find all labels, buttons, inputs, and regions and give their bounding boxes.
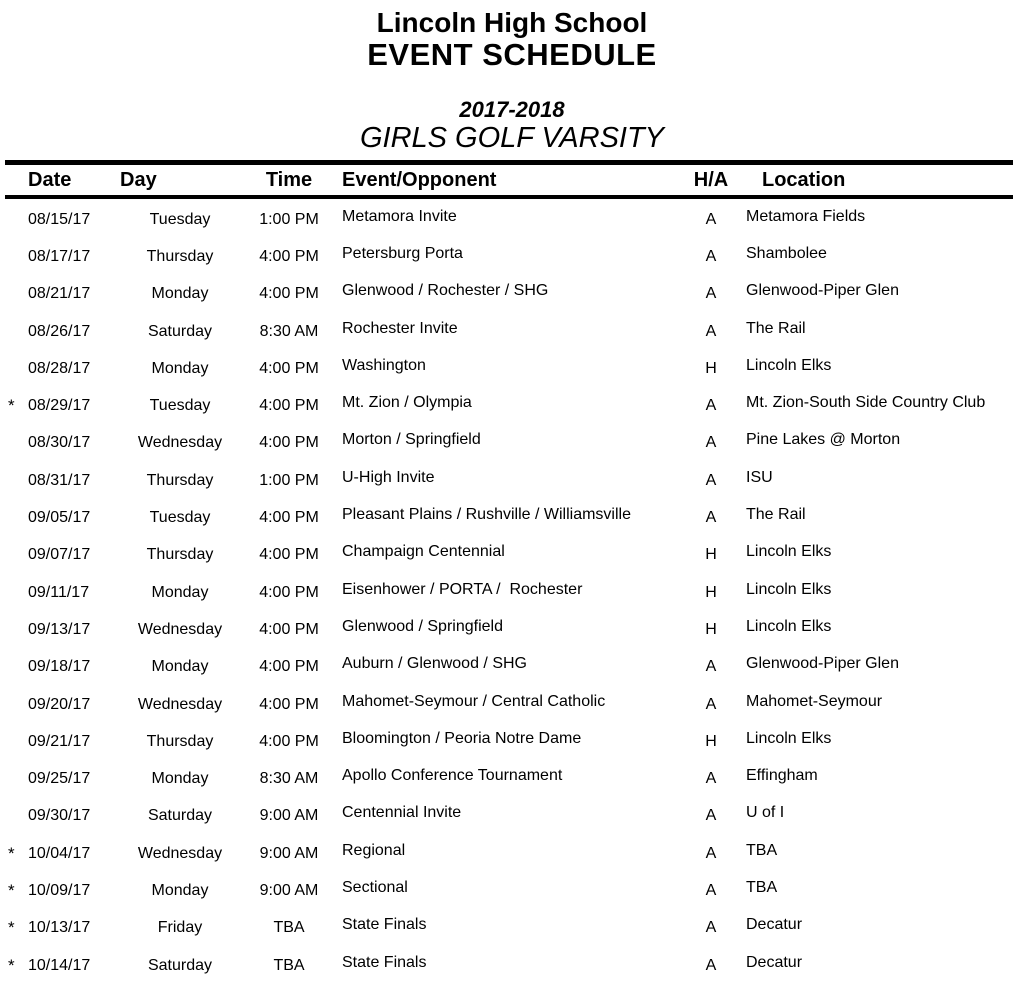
home-away-cell: A bbox=[705, 844, 717, 862]
column-header-event-opponent: Event/Opponent bbox=[342, 168, 497, 191]
day-cell: Thursday bbox=[146, 247, 214, 265]
location-cell: TBA bbox=[746, 841, 778, 859]
table-row bbox=[0, 274, 1024, 311]
date-cell: 08/17/17 bbox=[28, 247, 91, 265]
table-row bbox=[0, 796, 1024, 833]
day-cell: Thursday bbox=[146, 471, 214, 489]
table-row bbox=[0, 311, 1024, 348]
day-cell: Tuesday bbox=[149, 210, 211, 228]
date-cell: 08/21/17 bbox=[28, 285, 91, 303]
event-opponent-cell: Rochester Invite bbox=[342, 319, 458, 337]
table-row bbox=[0, 684, 1024, 721]
date-cell: 08/26/17 bbox=[28, 322, 91, 340]
date-cell: 08/15/17 bbox=[28, 210, 91, 228]
home-away-cell: A bbox=[705, 919, 717, 937]
day-cell: Saturday bbox=[147, 956, 213, 974]
time-cell: 8:30 AM bbox=[259, 770, 319, 788]
event-opponent-cell: Mahomet-Seymour / Central Catholic bbox=[342, 692, 606, 710]
time-cell: 4:00 PM bbox=[259, 434, 319, 452]
time-cell: 9:00 AM bbox=[259, 881, 319, 899]
location-cell: Pine Lakes @ Morton bbox=[746, 431, 901, 449]
table-header-row bbox=[0, 165, 1024, 195]
home-away-cell: H bbox=[705, 583, 717, 601]
date-cell: 10/09/17 bbox=[28, 881, 91, 899]
time-cell: TBA bbox=[273, 956, 305, 974]
event-opponent-cell: Morton / Springfield bbox=[342, 431, 481, 449]
table-row bbox=[0, 572, 1024, 609]
home-away-cell: H bbox=[705, 546, 717, 564]
home-away-cell: A bbox=[705, 285, 717, 303]
table-row bbox=[0, 236, 1024, 273]
event-opponent-cell: Washington bbox=[342, 356, 426, 374]
location-cell: Effingham bbox=[746, 767, 818, 785]
event-opponent-cell: Bloomington / Peoria Notre Dame bbox=[342, 729, 582, 747]
location-cell: Glenwood-Piper Glen bbox=[746, 282, 899, 300]
day-cell: Monday bbox=[151, 658, 209, 676]
column-header-day: Day bbox=[120, 168, 157, 191]
time-cell: 4:00 PM bbox=[259, 509, 319, 527]
time-cell: 4:00 PM bbox=[259, 620, 319, 638]
season-year: 2017-2018 bbox=[459, 97, 565, 122]
date-cell: 09/30/17 bbox=[28, 807, 91, 825]
table-row bbox=[0, 721, 1024, 758]
home-away-cell: A bbox=[705, 210, 717, 228]
event-opponent-cell: Pleasant Plains / Rushville / Williamsville bbox=[342, 506, 631, 524]
day-cell: Tuesday bbox=[149, 397, 211, 415]
time-cell: 4:00 PM bbox=[259, 658, 319, 676]
table-row bbox=[0, 199, 1024, 236]
table-row bbox=[0, 460, 1024, 497]
date-cell: 09/13/17 bbox=[28, 620, 91, 638]
event-opponent-cell: Centennial Invite bbox=[342, 804, 462, 822]
date-cell: 09/25/17 bbox=[28, 770, 91, 788]
home-away-cell: A bbox=[705, 434, 717, 452]
table-row bbox=[0, 348, 1024, 385]
day-cell: Saturday bbox=[147, 807, 213, 825]
location-cell: The Rail bbox=[746, 319, 806, 337]
table-row bbox=[0, 833, 1024, 870]
location-cell: Mahomet-Seymour bbox=[746, 692, 883, 710]
time-cell: 4:00 PM bbox=[259, 285, 319, 303]
location-cell: ISU bbox=[746, 468, 773, 486]
home-away-cell: H bbox=[705, 732, 717, 750]
day-cell: Wednesday bbox=[137, 434, 223, 452]
table-row bbox=[0, 385, 1024, 422]
date-cell: 08/30/17 bbox=[28, 434, 91, 452]
home-away-cell: A bbox=[705, 471, 717, 489]
day-cell: Thursday bbox=[146, 732, 214, 750]
table-row bbox=[0, 535, 1024, 572]
location-cell: Decatur bbox=[746, 953, 803, 971]
day-cell: Friday bbox=[157, 919, 203, 937]
schedule-body bbox=[0, 199, 1024, 982]
event-opponent-cell: Sectional bbox=[342, 878, 408, 896]
day-cell: Wednesday bbox=[137, 695, 223, 713]
date-cell: 08/29/17 bbox=[28, 397, 91, 415]
location-cell: Mt. Zion-South Side Country Club bbox=[746, 394, 986, 412]
day-cell: Monday bbox=[151, 285, 209, 303]
time-cell: 4:00 PM bbox=[259, 359, 319, 377]
time-cell: 4:00 PM bbox=[259, 397, 319, 415]
time-cell: 4:00 PM bbox=[259, 732, 319, 750]
location-cell: Lincoln Elks bbox=[746, 356, 832, 374]
event-opponent-cell: Apollo Conference Tournament bbox=[342, 767, 563, 785]
date-cell: 09/07/17 bbox=[28, 546, 91, 564]
home-away-cell: A bbox=[705, 695, 717, 713]
date-cell: 09/21/17 bbox=[28, 732, 91, 750]
time-cell: 9:00 AM bbox=[259, 807, 319, 825]
event-opponent-cell: Eisenhower / PORTA / Rochester bbox=[342, 580, 583, 598]
location-cell: Glenwood-Piper Glen bbox=[746, 655, 899, 673]
date-cell: 09/05/17 bbox=[28, 509, 91, 527]
date-cell: 08/28/17 bbox=[28, 359, 91, 377]
event-opponent-cell: Glenwood / Rochester / SHG bbox=[342, 282, 549, 300]
day-cell: Wednesday bbox=[137, 620, 223, 638]
column-header-location: Location bbox=[762, 168, 846, 191]
location-cell: Shambolee bbox=[746, 244, 827, 262]
schedule-document bbox=[0, 8, 1024, 982]
table-row bbox=[0, 870, 1024, 907]
event-opponent-cell: Auburn / Glenwood / SHG bbox=[342, 655, 527, 673]
event-opponent-cell: Metamora Invite bbox=[342, 207, 457, 225]
location-cell: Lincoln Elks bbox=[746, 729, 832, 747]
home-away-cell: A bbox=[705, 770, 717, 788]
column-header-date: Date bbox=[28, 168, 72, 191]
time-cell: 4:00 PM bbox=[259, 546, 319, 564]
time-cell: 1:00 PM bbox=[259, 471, 319, 489]
location-cell: Lincoln Elks bbox=[746, 617, 832, 635]
home-away-cell: A bbox=[705, 881, 717, 899]
location-cell: Lincoln Elks bbox=[746, 543, 832, 561]
table-row bbox=[0, 609, 1024, 646]
date-cell: 09/18/17 bbox=[28, 658, 91, 676]
table-row bbox=[0, 497, 1024, 534]
table-row bbox=[0, 908, 1024, 945]
time-cell: 8:30 AM bbox=[259, 322, 319, 340]
day-cell: Monday bbox=[151, 881, 209, 899]
day-cell: Monday bbox=[151, 359, 209, 377]
time-cell: 1:00 PM bbox=[259, 210, 319, 228]
home-away-cell: H bbox=[705, 359, 717, 377]
event-opponent-cell: U-High Invite bbox=[342, 468, 435, 486]
date-cell: 10/04/17 bbox=[28, 844, 91, 862]
day-cell: Monday bbox=[151, 770, 209, 788]
asterisk-flag: * bbox=[8, 396, 15, 416]
day-cell: Saturday bbox=[147, 322, 213, 340]
date-cell: 10/13/17 bbox=[28, 919, 91, 937]
date-cell: 10/14/17 bbox=[28, 956, 91, 974]
home-away-cell: A bbox=[705, 247, 717, 265]
date-cell: 09/11/17 bbox=[28, 583, 90, 601]
event-opponent-cell: State Finals bbox=[342, 916, 427, 934]
day-cell: Monday bbox=[151, 583, 209, 601]
column-header-time: Time bbox=[265, 168, 313, 191]
location-cell: The Rail bbox=[746, 506, 806, 524]
title-block bbox=[0, 8, 1024, 154]
event-opponent-cell: Mt. Zion / Olympia bbox=[342, 394, 472, 412]
location-cell: Decatur bbox=[746, 916, 803, 934]
time-cell: TBA bbox=[273, 919, 305, 937]
table-row bbox=[0, 945, 1024, 982]
location-cell: U of I bbox=[746, 804, 785, 822]
asterisk-flag: * bbox=[8, 880, 15, 900]
home-away-cell: A bbox=[705, 807, 717, 825]
location-cell: Lincoln Elks bbox=[746, 580, 832, 598]
date-cell: 08/31/17 bbox=[28, 471, 91, 489]
time-cell: 9:00 AM bbox=[259, 844, 319, 862]
asterisk-flag: * bbox=[8, 955, 15, 975]
asterisk-flag: * bbox=[8, 843, 15, 863]
time-cell: 4:00 PM bbox=[259, 583, 319, 601]
document-title: EVENT SCHEDULE bbox=[367, 37, 657, 72]
home-away-cell: H bbox=[705, 620, 717, 638]
table-row bbox=[0, 647, 1024, 684]
day-cell: Wednesday bbox=[137, 844, 223, 862]
day-cell: Thursday bbox=[146, 546, 214, 564]
event-opponent-cell: State Finals bbox=[342, 953, 427, 971]
table-row bbox=[0, 758, 1024, 795]
event-opponent-cell: Petersburg Porta bbox=[342, 244, 463, 262]
asterisk-flag: * bbox=[8, 918, 15, 938]
date-cell: 09/20/17 bbox=[28, 695, 91, 713]
time-cell: 4:00 PM bbox=[259, 247, 319, 265]
team-name: GIRLS GOLF VARSITY bbox=[359, 122, 665, 154]
day-cell: Tuesday bbox=[149, 509, 211, 527]
location-cell: Metamora Fields bbox=[746, 207, 866, 225]
table-row bbox=[0, 423, 1024, 460]
time-cell: 4:00 PM bbox=[259, 695, 319, 713]
location-cell: TBA bbox=[746, 878, 778, 896]
home-away-cell: A bbox=[705, 658, 717, 676]
home-away-cell: A bbox=[705, 322, 717, 340]
event-opponent-cell: Glenwood / Springfield bbox=[342, 617, 503, 635]
school-name: Lincoln High School bbox=[376, 7, 648, 38]
column-header-home-away: H/A bbox=[693, 168, 729, 191]
home-away-cell: A bbox=[705, 509, 717, 527]
home-away-cell: A bbox=[705, 956, 717, 974]
event-opponent-cell: Champaign Centennial bbox=[342, 543, 505, 561]
event-opponent-cell: Regional bbox=[342, 841, 406, 859]
home-away-cell: A bbox=[705, 397, 717, 415]
